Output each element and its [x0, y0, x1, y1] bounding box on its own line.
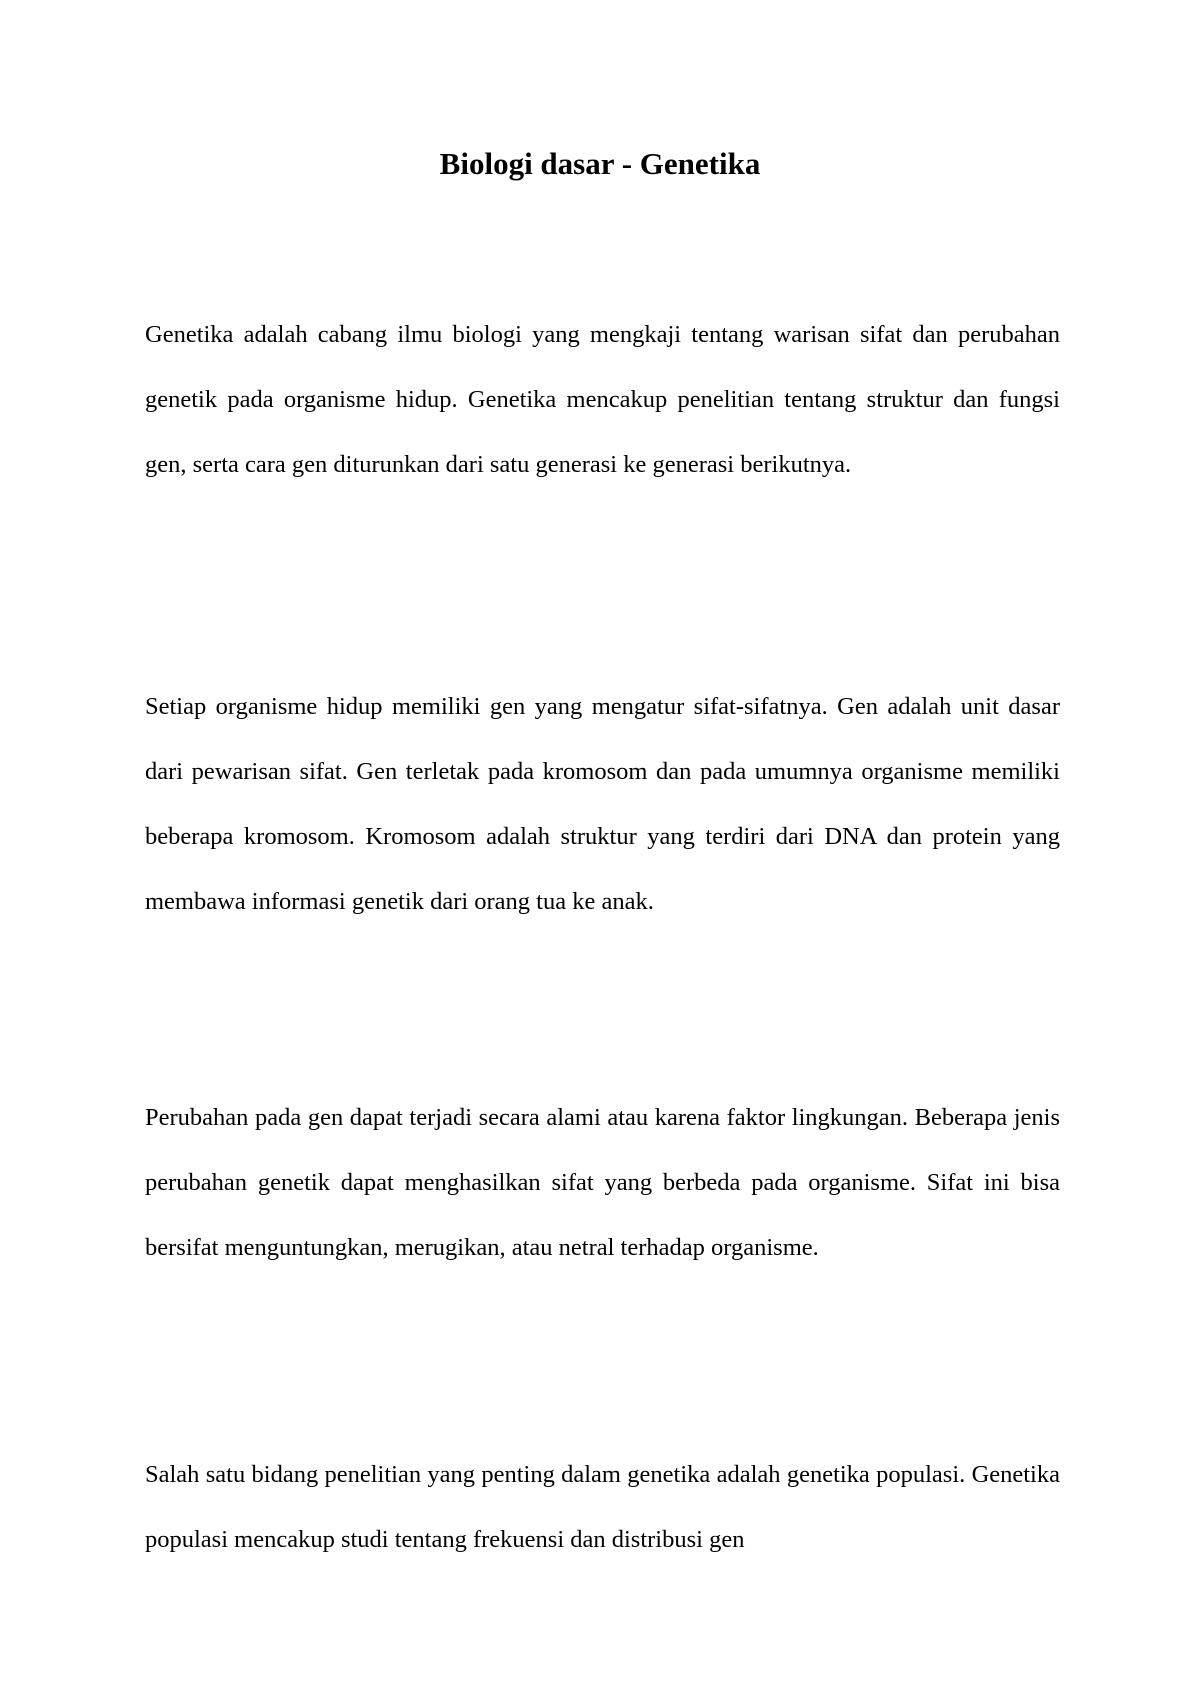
page-title: Biologi dasar - Genetika	[439, 146, 761, 181]
paragraph-genetics-definition: Genetika adalah cabang ilmu biologi yang mengkaji tentang warisan sifat dan perubahan genetik pada organisme hidup. Genetika mencakup penelitian tentang struktur dan fungsi gen, serta cara gen diturunkan dari satu generasi ke generasi berikutnya.	[145, 321, 1060, 478]
paragraph-population-genetics: Salah satu bidang penelitian yang penting dalam genetika adalah genetika populasi. Genetika populasi mencakup studi tentang frekuensi dan distribusi gen	[145, 1461, 1060, 1553]
paragraph-genes-chromosomes: Setiap organisme hidup memiliki gen yang mengatur sifat-sifatnya. Gen adalah unit dasar dari pewarisan sifat. Gen terletak pada kromosom dan pada umumnya organisme memiliki beberapa kromosom. Kromosom adalah struktur yang terdiri dari DNA dan protein yang membawa informasi genetik dari orang tua ke anak.	[145, 693, 1060, 915]
paragraph-genetic-changes: Perubahan pada gen dapat terjadi secara alami atau karena faktor lingkungan. Beberapa jenis perubahan genetik dapat menghasilkan sifat yang berbeda pada organisme. Sifat ini bisa bersifat menguntungkan, merugikan, atau netral terhadap organisme.	[145, 1104, 1060, 1261]
